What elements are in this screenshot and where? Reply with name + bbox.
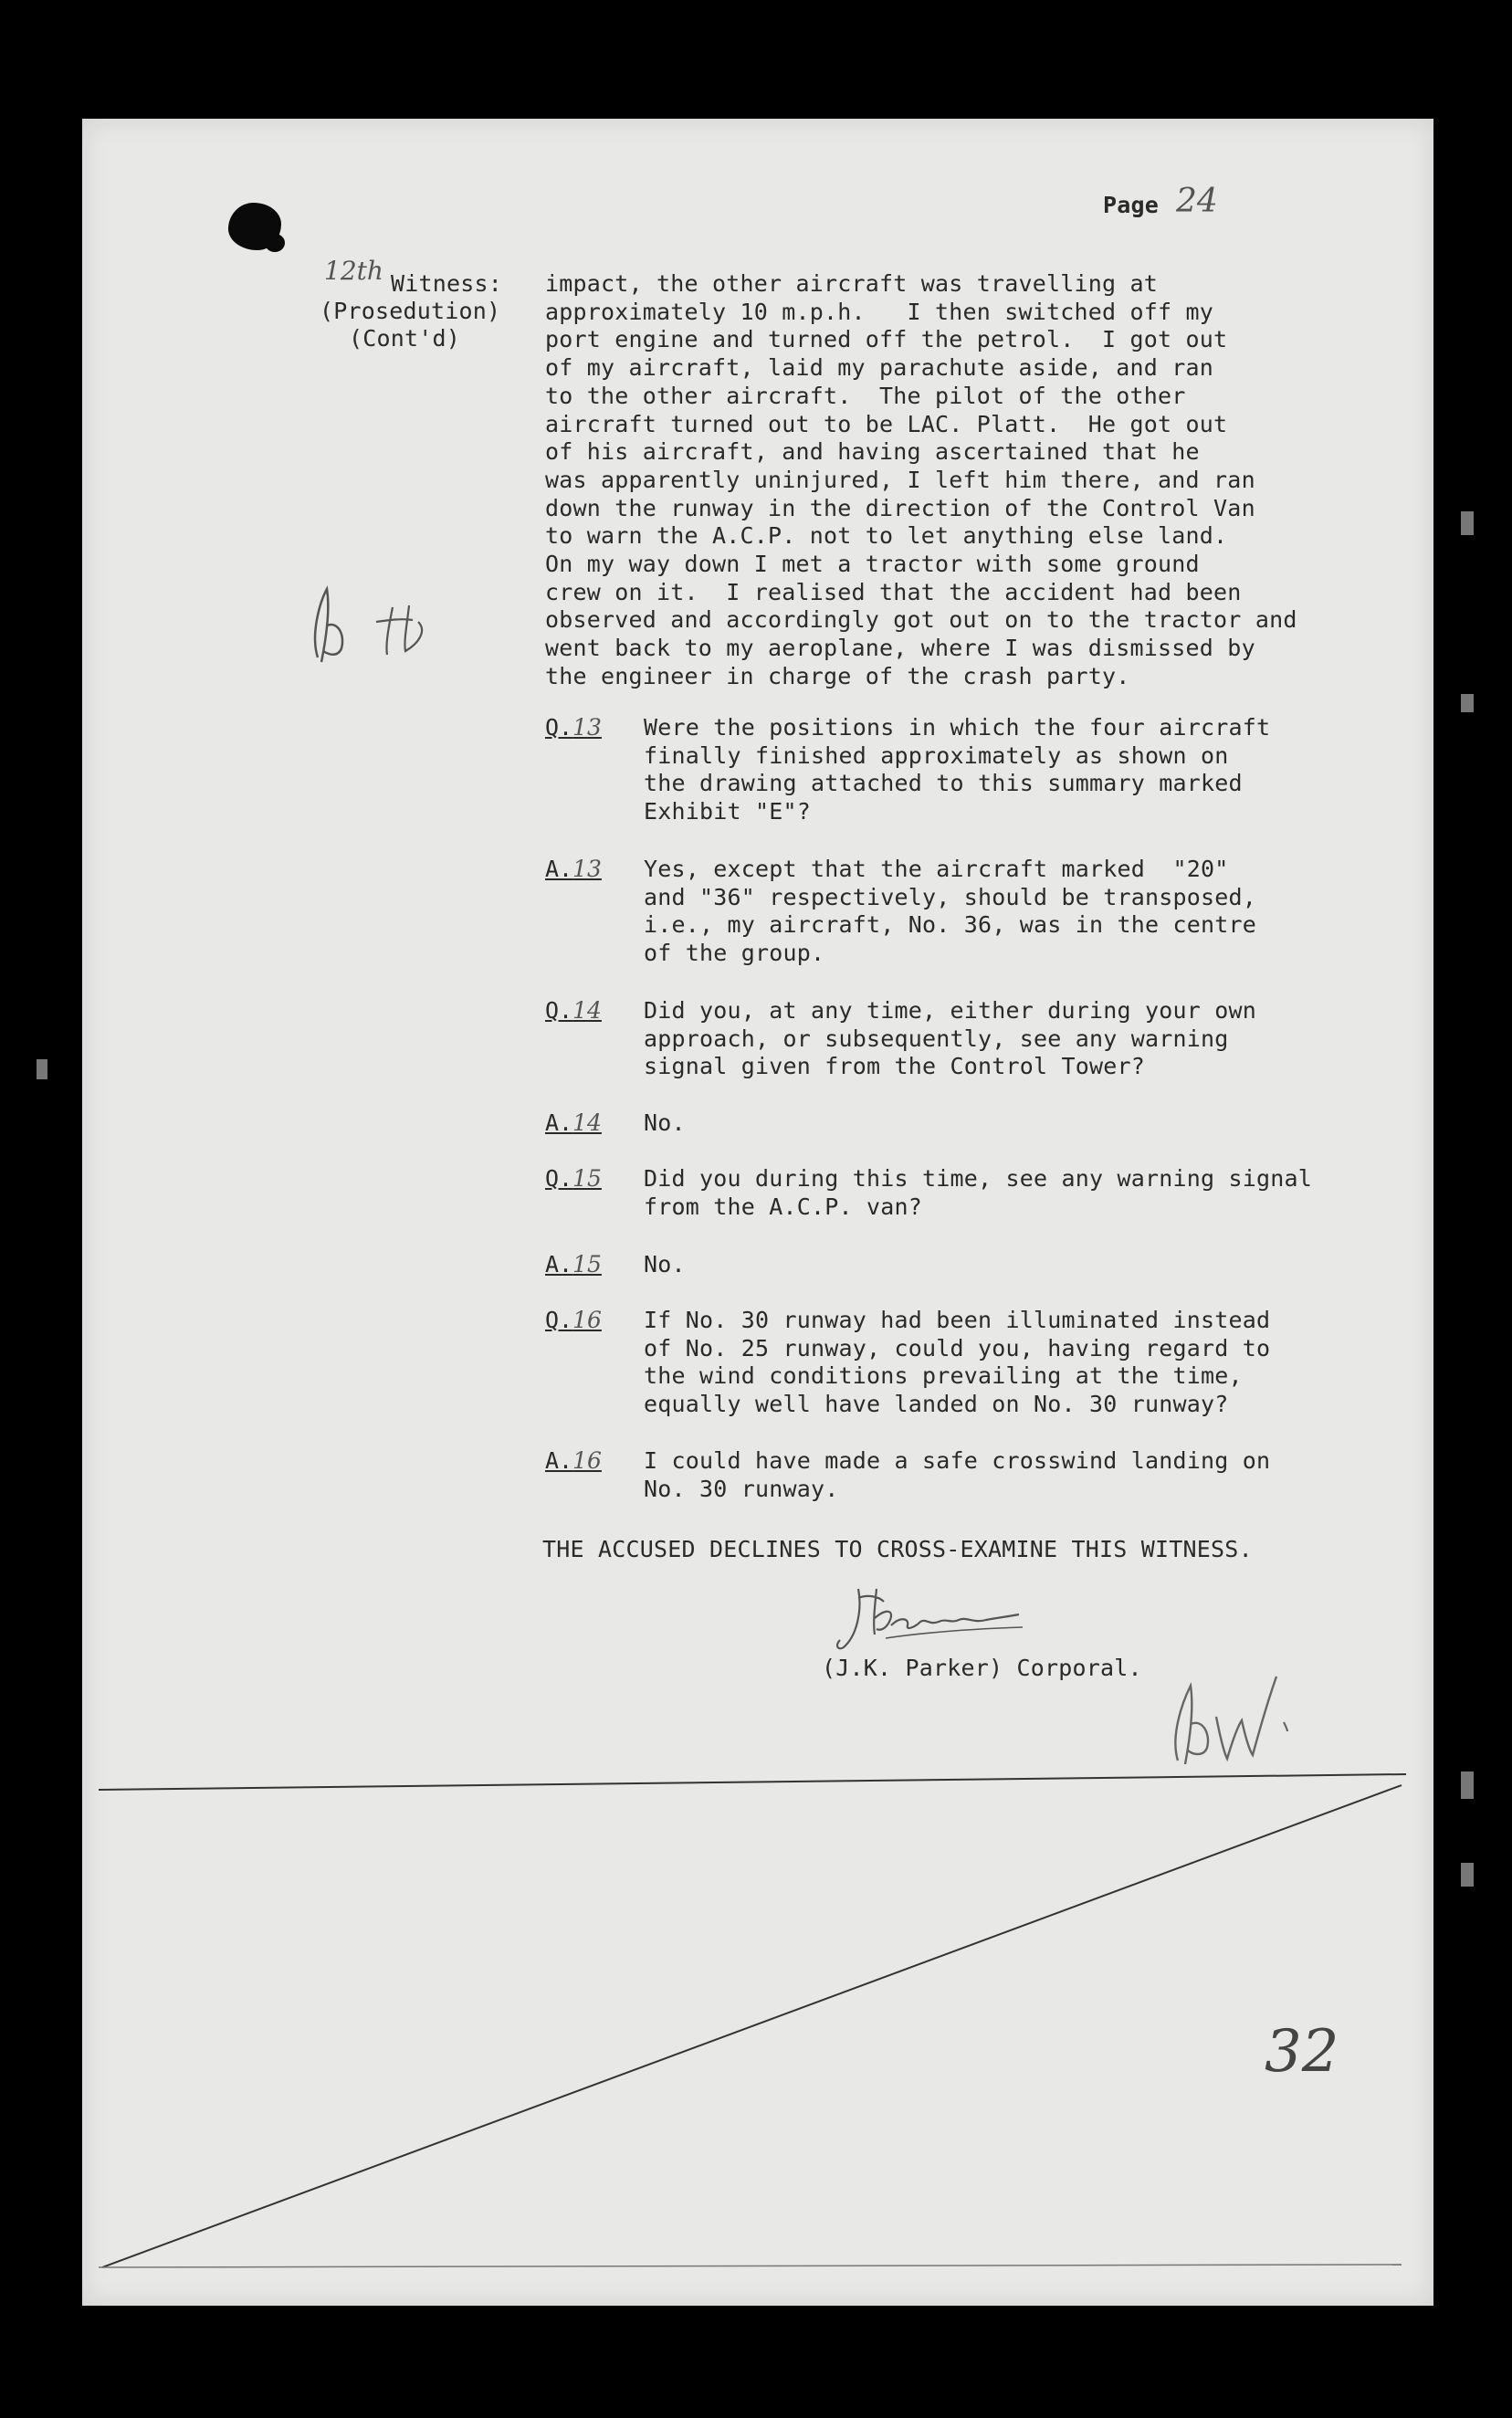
question-label: Q.13: [545, 714, 602, 741]
answer-line: and "36" respectively, should be transposed,: [644, 883, 1257, 910]
question-line: If No. 30 runway had been illuminated instead: [644, 1307, 1271, 1333]
question-line: the wind conditions prevailing at the time,: [644, 1362, 1243, 1390]
closing-statement: THE ACCUSED DECLINES TO CROSS-EXAMINE THIS WITNESS.: [542, 1536, 1253, 1562]
narrative-line: of my aircraft, laid my parachute aside, and ran: [545, 354, 1214, 382]
bottom-rule: [99, 2265, 1402, 2267]
answer-line: No.: [644, 1109, 686, 1136]
page-number: 24: [1176, 183, 1218, 220]
witness-label: Witness:: [391, 270, 503, 297]
answer-line: Yes, except that the aircraft marked "20": [644, 856, 1229, 882]
question-line: Exhibit "E"?: [644, 798, 812, 825]
answer-label: A.13: [545, 856, 602, 882]
narrative-line: was apparently uninjured, I left him there, and ran: [545, 466, 1255, 493]
narrative-line: of his aircraft, and having ascertained that he: [545, 438, 1200, 466]
question-line: equally well have landed on No. 30 runway?: [644, 1391, 1229, 1418]
signatory-name: (J.K. Parker) Corporal.: [822, 1655, 1142, 1681]
question-line: Did you during this time, see any warning signal: [644, 1165, 1313, 1192]
narrative-line: port engine and turned off the petrol. I got out: [545, 326, 1228, 353]
question-line: of No. 25 runway, could you, having regard to: [644, 1334, 1271, 1361]
question-line: Did you, at any time, either during your own: [644, 997, 1257, 1024]
horizontal-rule: [99, 1774, 1406, 1790]
question-line: finally finished approximately as shown on: [644, 741, 1229, 769]
folio-number: 32: [1265, 2018, 1339, 2086]
narrative-line: crew on it. I realised that the accident had been: [545, 578, 1242, 605]
narrative-line: to the other aircraft. The pilot of the other: [545, 382, 1186, 409]
question-line: the drawing attached to this summary marked: [644, 770, 1243, 797]
question-line: from the A.C.P. van?: [644, 1193, 923, 1220]
witness-number: 12th: [324, 256, 383, 286]
narrative-line: impact, the other aircraft was travelling at: [545, 270, 1159, 297]
question-label: Q.16: [545, 1307, 602, 1333]
diagonal-cancel-line: [102, 1785, 1402, 2267]
narrative-line: observed and accordingly got out on to the tractor and: [545, 606, 1297, 634]
question-line: Were the positions in which the four aircraft: [644, 714, 1271, 741]
answer-label: A.14: [545, 1109, 602, 1136]
answer-line: i.e., my aircraft, No. 36, was in the centre: [644, 911, 1257, 939]
question-line: signal given from the Control Tower?: [644, 1053, 1146, 1080]
narrative-line: down the runway in the direction of the Control Van: [545, 494, 1255, 521]
answer-line: of the group.: [644, 940, 825, 967]
question-line: approach, or subsequently, see any warning: [644, 1025, 1229, 1052]
narrative-line: On my way down I met a tractor with some ground: [545, 551, 1200, 577]
narrative-line: approximately 10 m.p.h. I then switched off my: [545, 298, 1214, 325]
narrative-line: to warn the A.C.P. not to let anything else land.: [545, 522, 1228, 550]
question-label: Q.14: [545, 997, 602, 1024]
answer-line: No.: [644, 1251, 686, 1277]
answer-label: A.15: [545, 1251, 602, 1277]
answer-label: A.16: [545, 1447, 602, 1474]
witness-type: (Prosedution): [320, 298, 501, 324]
page-label: Page: [1103, 192, 1160, 218]
narrative-line: went back to my aeroplane, where I was dismissed by: [545, 635, 1255, 662]
narrative-line: aircraft turned out to be LAC. Platt. He got out: [545, 410, 1228, 437]
witness-continued: (Cont'd): [349, 325, 461, 352]
answer-line: I could have made a safe crosswind landing on: [644, 1447, 1271, 1474]
answer-line: No. 30 runway.: [644, 1475, 839, 1502]
question-label: Q.15: [545, 1165, 602, 1192]
narrative-line: the engineer in charge of the crash party.: [545, 662, 1130, 689]
